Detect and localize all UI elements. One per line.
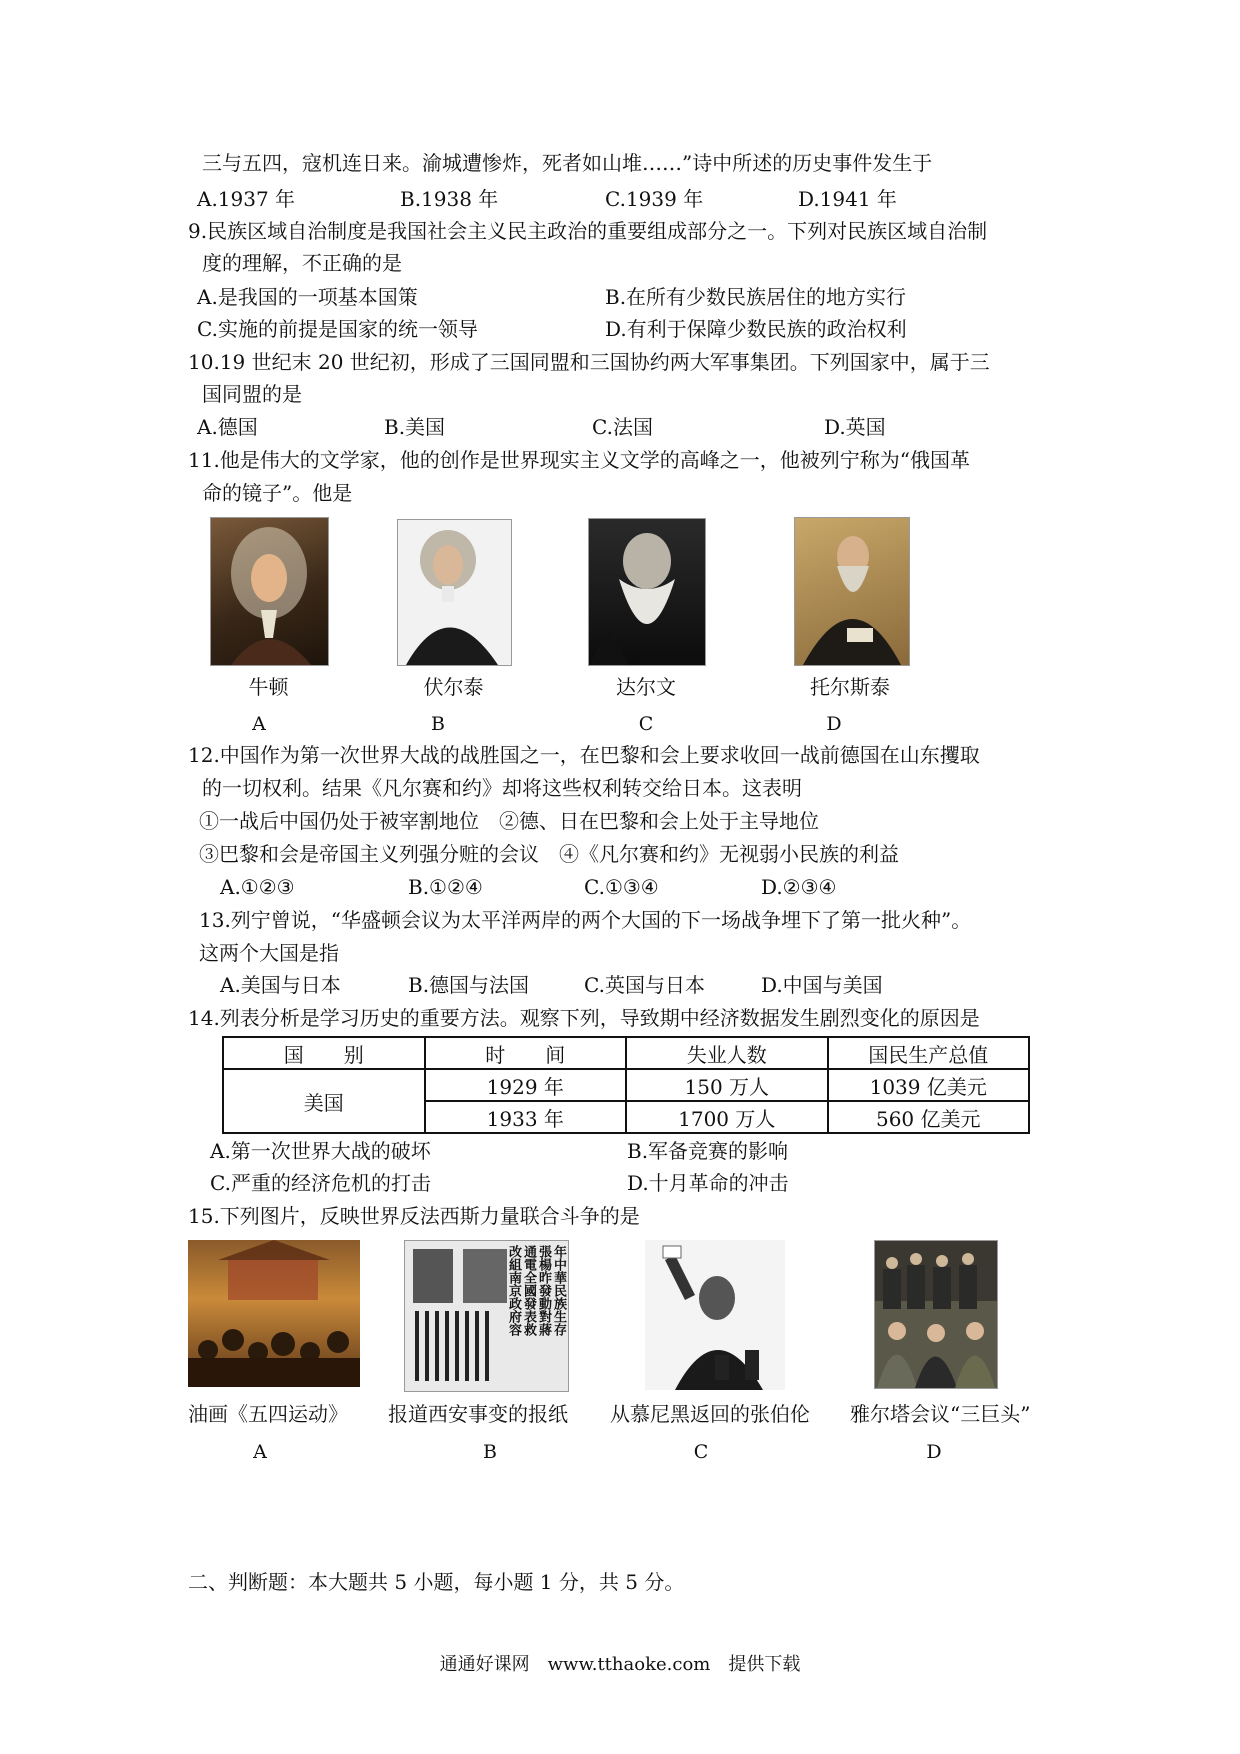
q9-option-a: A.是我国的一项基本国策 — [197, 285, 418, 309]
q15-caption-a: 油画《五四运动》 — [188, 1402, 348, 1426]
portrait-newton — [210, 517, 329, 666]
q14-stem-line1: 14.列表分析是学习历史的重要方法。观察下列，导致期中经济数据发生剧烈变化的原因是 — [188, 1006, 980, 1030]
q11-caption-c: 达尔文 — [616, 675, 676, 699]
q9-option-b: B.在所有少数民族居住的地方实行 — [605, 285, 907, 309]
portrait-voltaire — [397, 519, 512, 666]
portrait-tolstoy — [794, 517, 910, 666]
q14-option-d: D.十月革命的冲击 — [627, 1171, 789, 1195]
q11-letter-a: A — [252, 713, 266, 735]
q12-option-a: A.①②③ — [220, 875, 295, 899]
q13-option-a: A.美国与日本 — [220, 973, 341, 997]
headline-column: 張楊昨發動對蔣 — [536, 1245, 551, 1336]
table-cell: 1929 年 — [425, 1069, 627, 1101]
table-cell: 560 亿美元 — [828, 1101, 1030, 1133]
table-header-row — [223, 1037, 1029, 1069]
q8-stem-line2: 三与五四，寇机连日来。渝城遭惨炸，死者如山堆……”诗中所述的历史事件发生于 — [202, 151, 933, 175]
q15-caption-b: 报道西安事变的报纸 — [388, 1402, 568, 1426]
q10-option-c: C.法国 — [592, 415, 653, 439]
q12-option-d: D.②③④ — [761, 875, 837, 899]
q15-stem-line1: 15.下列图片，反映世界反法西斯力量联合斗争的是 — [188, 1204, 640, 1228]
table-header-cell: 时 间 — [425, 1037, 627, 1069]
table-row — [223, 1069, 1029, 1101]
headline-column: 通電全國發表救 — [521, 1245, 536, 1336]
q9-option-c: C.实施的前提是国家的统一领导 — [197, 317, 478, 341]
q15-caption-c: 从慕尼黑返回的张伯伦 — [610, 1402, 810, 1426]
q9-stem-line2: 度的理解，不正确的是 — [202, 251, 402, 275]
table-header-cell: 失业人数 — [626, 1037, 827, 1069]
table-cell: 1700 万人 — [626, 1101, 827, 1133]
q15-letter-b: B — [483, 1441, 497, 1463]
q8-option-a: A.1937 年 — [197, 187, 296, 211]
q11-caption-b: 伏尔泰 — [423, 675, 484, 699]
q11-caption-a: 牛顿 — [248, 675, 289, 699]
headline-column: 年中華民族生存 — [551, 1245, 566, 1336]
q13-option-d: D.中国与美国 — [761, 973, 883, 997]
q11-letter-b: B — [431, 713, 445, 735]
q15-letter-c: C — [693, 1441, 709, 1463]
newspaper-xian-incident — [404, 1240, 569, 1392]
headline-column: 改組南京政府容 — [506, 1245, 521, 1336]
q13-option-c: C.英国与日本 — [584, 973, 705, 997]
section-2-heading: 二、判断题：本大题共 5 小题，每小题 1 分，共 5 分。 — [188, 1570, 685, 1594]
q12-option-b: B.①②④ — [408, 875, 483, 899]
q12-statements-1: ①一战后中国仍处于被宰割地位 ②德、日在巴黎和会上处于主导地位 — [199, 809, 819, 833]
q14-option-a: A.第一次世界大战的破坏 — [210, 1139, 431, 1163]
q10-option-a: A.德国 — [197, 415, 258, 439]
q12-option-c: C.①③④ — [584, 875, 659, 899]
q10-option-d: D.英国 — [824, 415, 886, 439]
newspaper-headline — [506, 1245, 566, 1387]
photo-chamberlain — [645, 1240, 785, 1390]
q15-letter-a: A — [253, 1441, 267, 1463]
q11-stem-line2: 命的镜子”。他是 — [202, 481, 353, 505]
table-header-cell: 国 别 — [223, 1037, 425, 1069]
table-cell: 1039 亿美元 — [828, 1069, 1030, 1101]
table-cell-country: 美国 — [223, 1069, 425, 1133]
q10-stem-line1: 10.19 世纪末 20 世纪初，形成了三国同盟和三国协约两大军事集团。下列国家中，属于三 — [188, 350, 990, 374]
q15-caption-d: 雅尔塔会议“三巨头” — [850, 1402, 1031, 1426]
q11-letter-d: D — [826, 713, 842, 735]
q11-caption-d: 托尔斯泰 — [810, 675, 890, 699]
table-cell: 150 万人 — [626, 1069, 827, 1101]
economic-data-table — [222, 1036, 1030, 1134]
q10-stem-line2: 国同盟的是 — [202, 382, 302, 406]
q12-stem-line1: 12.中国作为第一次世界大战的战胜国之一，在巴黎和会上要求收回一战前德国在山东攫取 — [188, 743, 980, 767]
q9-stem-line1: 9.民族区域自治制度是我国社会主义民主政治的重要组成部分之一。下列对民族区域自治制 — [188, 219, 988, 243]
q13-stem-line1: 13.列宁曾说，“华盛顿会议为太平洋两岸的两个大国的下一场战争埋下了第一批火种”。 — [199, 908, 972, 932]
portrait-darwin — [588, 518, 706, 666]
q14-option-b: B.军备竞赛的影响 — [627, 1139, 789, 1163]
q11-letter-c: C — [638, 713, 654, 735]
page-footer: 通通好课网 www.tthaoke.com 提供下载 — [439, 1654, 801, 1675]
q12-statements-2: ③巴黎和会是帝国主义列强分赃的会议 ④《凡尔赛和约》无视弱小民族的利益 — [199, 842, 899, 866]
table-header-cell: 国民生产总值 — [828, 1037, 1030, 1069]
q8-option-c: C.1939 年 — [605, 187, 704, 211]
table-cell: 1933 年 — [425, 1101, 627, 1133]
q15-letter-d: D — [926, 1441, 942, 1463]
photo-yalta-big-three — [874, 1240, 998, 1389]
q10-option-b: B.美国 — [384, 415, 446, 439]
painting-may-fourth — [188, 1240, 360, 1387]
q14-option-c: C.严重的经济危机的打击 — [210, 1171, 431, 1195]
q8-option-d: D.1941 年 — [798, 187, 897, 211]
q13-option-b: B.德国与法国 — [408, 973, 530, 997]
q9-option-d: D.有利于保障少数民族的政治权利 — [605, 317, 907, 341]
q13-stem-line2: 这两个大国是指 — [199, 941, 339, 965]
q11-stem-line1: 11.他是伟大的文学家，他的创作是世界现实主义文学的高峰之一，他被列宁称为“俄国革 — [188, 448, 971, 472]
q8-option-b: B.1938 年 — [400, 187, 499, 211]
q12-stem-line2: 的一切权利。结果《凡尔赛和约》却将这些权利转交给日本。这表明 — [202, 776, 802, 800]
